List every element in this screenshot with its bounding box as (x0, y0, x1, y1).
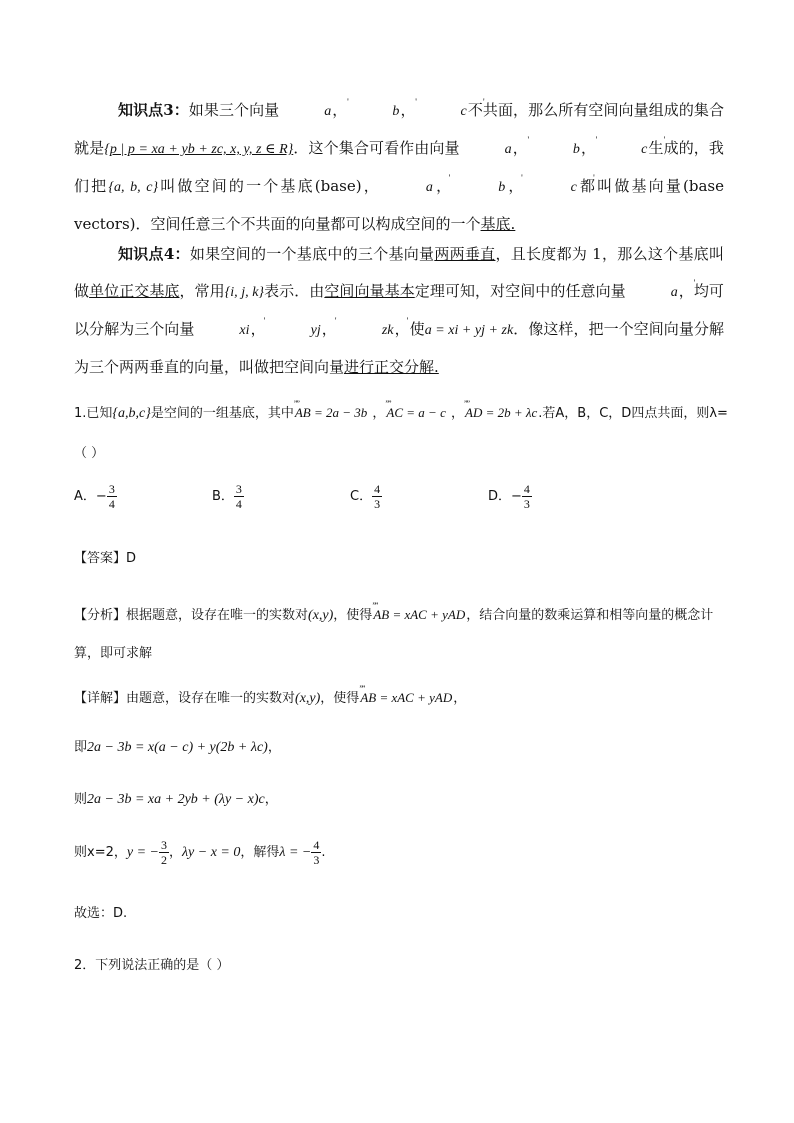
option-b[interactable]: B． $\frac{3}{4}$ (212, 482, 242, 511)
vector-ac: ”” AC = a − c (385, 393, 446, 433)
detail-line-4: 则x=2，y = − $\frac{3}{2}$ ，λy − x = 0，解得λ = − $\frac{4}{3}$ . (74, 838, 326, 867)
detail-line-3: 则2a − 3b = xa + 2yb + (λy − x)c， (74, 792, 278, 807)
option-a[interactable]: A．− $\frac{3}{4}$ (74, 482, 115, 511)
equation-line-3: 2a − 3b = xa + 2yb + (λy − x)c (87, 792, 265, 807)
kp3-basis-underlined: 基底. (480, 215, 516, 233)
decomposition-formula: a = xi + yj + zk (424, 323, 514, 338)
answer: 【答案】D (74, 551, 137, 566)
kp4-title: 知识点4： (118, 245, 190, 263)
q1-basis: {a,b,c} (112, 406, 151, 421)
vector-b: ' b (347, 93, 400, 130)
ijk-basis: {i, j, k} (224, 285, 265, 300)
option-c[interactable]: C． $\frac{4}{3}$ (350, 482, 381, 511)
vector-c: ' c (416, 93, 468, 130)
option-d[interactable]: D．− $\frac{4}{3}$ (488, 482, 530, 511)
basis-set: {a, b, c} (108, 180, 159, 195)
analysis-equation: ”” AB = xAC + yAD (372, 596, 466, 634)
vector-a: ' a (279, 93, 332, 130)
kp3-title: 知识点3： (118, 101, 189, 119)
choose-answer: 故选：D. (74, 906, 128, 921)
q1-options (74, 482, 734, 522)
kp3-text: 如果三个向量 (188, 101, 280, 119)
vector-ad: ”” AD = 2b + λc (464, 393, 538, 433)
question-1: 1.已知{a,b,c}是空间的一组基底，其中”” AB = 2a − 3b ，”” AC = a − c ，”” AD = 2b + λc.若A，B，C，D四点共面，则λ=（ ） (74, 393, 734, 474)
detail-line-1: 【详解】由题意，设存在唯一的实数对(x,y)，使得”” AB = xAC + yAD， (74, 688, 734, 709)
question-2: 2．下列说法正确的是（ ） (74, 958, 230, 973)
detail-line-2: 即2a − 3b = x(a − c) + y(2b + λc)， (74, 740, 281, 755)
equation-line-2: 2a − 3b = x(a − c) + y(2b + λc) (87, 740, 268, 755)
knowledge-point-3: 知识点3：如果三个向量' a，' b，' c不共面，那么所有空间向量组成的集合就是{p | p = xa + yb + zc, x, y, z ∈ R}．这个集合可看作由向量' a，' b，' c生成的，我们把{a, b, c}叫做空间的一个基底(base)，' a，' b，' c都叫做基向量(base vectors)．空间任意三个不共面的向量都可以构成空间的一个基底. (74, 92, 724, 243)
set-expression: {p | p = xa + yb + zc, x, y, z ∈ R} (104, 142, 294, 157)
knowledge-point-4: 知识点4：如果空间的一个基底中的三个基向量两两垂直，且长度都为 1，那么这个基底叫做单位正交基底，常用{i, j, k}表示．由空间向量基本定理可知，对空间中的任意向量' a，均可以分解为三个向量' xi，' yj，' zk，使a = xi + yj + zk．像这样，把一个空间向量分解为三个两两垂直的向量，叫做把空间向量进行正交分解. (74, 236, 724, 386)
vector-ab: ”” AB = 2a − 3b (294, 393, 368, 433)
analysis: 【分析】根据题意，设存在唯一的实数对(x,y)，使得”” AB = xAC + yAD，结合向量的数乘运算和相等向量的概念计算，即可求解 (74, 596, 734, 673)
